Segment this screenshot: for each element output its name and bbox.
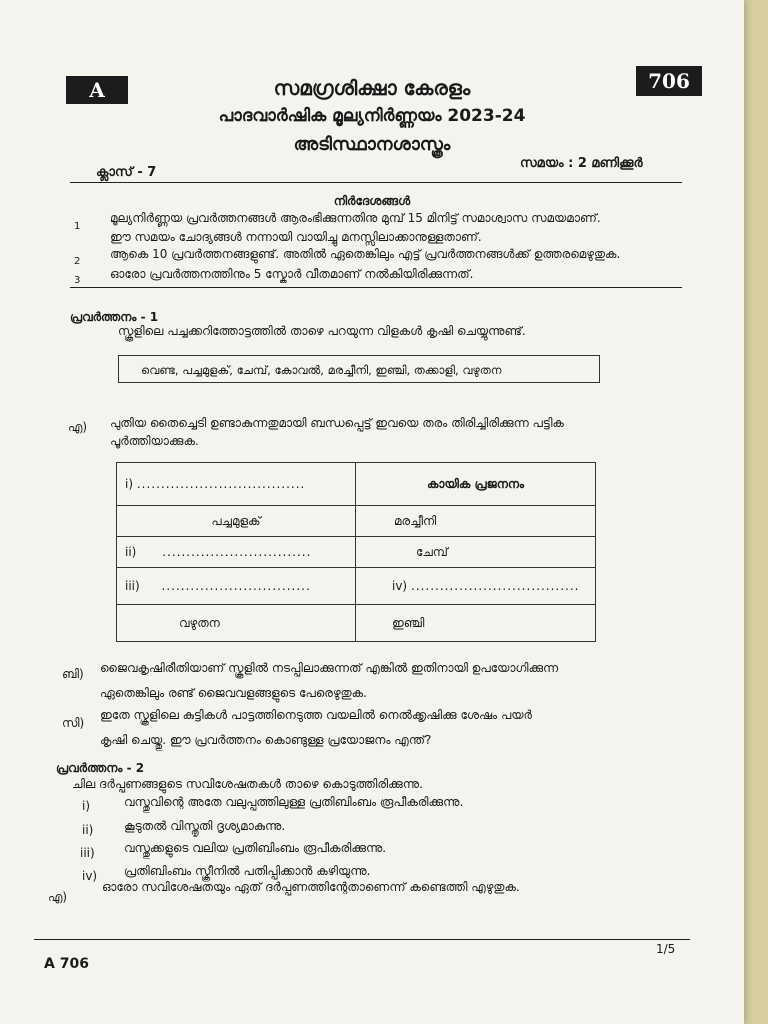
- set-label: A: [66, 76, 128, 104]
- table-cell: ചേമ്പ്: [356, 537, 596, 568]
- question-text: പുതിയ തൈച്ചെടി ഉണ്ടാകുന്നതുമായി ബന്ധപ്പെട്ട് ഇവയെ തരം തിരിച്ചിരിക്കുന്ന പട്ടിക: [110, 416, 564, 430]
- question-text: ഓരോ സവിശേഷതയും ഏത് ദർപ്പണത്തിന്റേതാണെന്ന് കണ്ടെത്തി എഴുതുക.: [102, 880, 520, 894]
- instruction-text: ആകെ 10 പ്രവർത്തനങ്ങളുണ്ട്. അതിൽ ഏതെങ്കിലും എട്ട് പ്രവർത്തനങ്ങൾക്ക് ഉത്തരമെഴുതുക.: [110, 247, 621, 261]
- question-text: ജൈവകൃഷിരീതിയാണ് സ്കൂളിൽ നടപ്പിലാക്കുന്നത് എങ്കിൽ ഇതിനായി ഉപയോഗിക്കുന്ന: [100, 661, 559, 675]
- time-label: സമയം : 2 മണിക്കൂർ: [520, 156, 643, 171]
- question-label: ബി): [62, 667, 84, 681]
- instruction-text: ഈ സമയം ചോദ്യങ്ങൾ നന്നായി വായിച്ചു മനസ്സിലാക്കാനുള്ളതാണ്.: [110, 230, 482, 244]
- instructions-heading: നിർദേശങ്ങൾ: [333, 194, 411, 208]
- header-divider: [70, 182, 682, 183]
- exam-title: പാദവാർഷിക മൂല്യനിർണ്ണയം 2023-24: [218, 106, 526, 126]
- table-cell: കായിക പ്രജനനം: [356, 463, 596, 506]
- feature-number: iii): [80, 846, 95, 860]
- feature-number: ii): [82, 823, 94, 837]
- table-cell: പച്ചമുളക്: [117, 506, 356, 537]
- table-cell[interactable]: iii) ...............................: [117, 568, 356, 605]
- question-text: ഏതെങ്കിലും രണ്ട് ജൈവവളങ്ങളുടെ പേരെഴുതുക.: [100, 686, 367, 700]
- activity-2-intro: ചില ദർപ്പണങ്ങളുടെ സവിശേഷതകൾ താഴെ കൊടുത്തിരിക്കുന്നു.: [72, 777, 423, 791]
- subject-title: അടിസ്ഥാനശാസ്ത്രം: [293, 134, 451, 155]
- page-number: 1/5: [656, 942, 676, 956]
- instruction-number: 1: [74, 221, 81, 232]
- question-label: എ): [68, 420, 88, 434]
- question-text: ഇതേ സ്കൂളിലെ കുട്ടികൾ പാട്ടത്തിനെടുത്ത വയലിൽ നെൽക്കൃഷിക്കു ശേഷം പയർ: [100, 708, 532, 722]
- instruction-number: 2: [74, 256, 81, 267]
- table-cell[interactable]: ii) ...............................: [117, 537, 356, 568]
- paper-code: 706: [636, 66, 702, 96]
- question-text: പൂർത്തിയാക്കുക.: [110, 434, 199, 448]
- question-text: കൃഷി ചെയ്തു. ഈ പ്രവർത്തനം കൊണ്ടുള്ള പ്രയോജനം എന്ത്?: [100, 733, 432, 747]
- table-cell[interactable]: i) ...................................: [117, 463, 356, 506]
- footer-divider: [34, 939, 690, 940]
- table-cell: ഇഞ്ചി: [356, 605, 596, 642]
- instruction-text: മൂല്യനിർണ്ണയ പ്രവർത്തനങ്ങൾ ആരംഭിക്കുന്നതിനു മുമ്പ് 15 മിനിട്ട് സമാശ്വാസ സമയമാണ്.: [110, 211, 601, 225]
- activity-2-heading: പ്രവർത്തനം - 2: [56, 761, 145, 775]
- feature-number: iv): [82, 869, 98, 883]
- table-cell: മരച്ചീനി: [356, 506, 596, 537]
- instruction-text: ഓരോ പ്രവർത്തനത്തിനും 5 സ്കോർ വീതമാണ് നൽകിയിരിക്കുന്നത്.: [110, 267, 474, 281]
- table-cell: വഴുതന: [117, 605, 356, 642]
- table-cell[interactable]: iv) ...................................: [356, 568, 596, 605]
- feature-text: വസ്തുക്കളുടെ വലിയ പ്രതിബിംബം രൂപീകരിക്കുന്നു.: [124, 841, 387, 855]
- classification-table: [116, 462, 596, 642]
- crop-list-box: വെണ്ട, പച്ചമുളക്, ചേമ്പ്, കോവൽ, മരച്ചീനി, ഇഞ്ചി, തക്കാളി, വഴുതന: [118, 355, 600, 383]
- instructions-divider: [70, 287, 682, 288]
- class-label: ക്ലാസ് - 7: [96, 165, 157, 180]
- activity-1-heading: പ്രവർത്തനം - 1: [70, 310, 159, 324]
- footer-paper-code: A 706: [44, 956, 89, 972]
- feature-number: i): [82, 799, 91, 813]
- question-label: എ): [48, 890, 68, 904]
- feature-text: വസ്തുവിന്റെ അതേ വലുപ്പത്തിലുള്ള പ്രതിബിംബം രൂപീകരിക്കുന്നു.: [124, 795, 464, 809]
- organization-title: സമഗ്രശിക്ഷാ കേരളം: [273, 76, 471, 100]
- activity-1-intro: സ്കൂളിലെ പച്ചക്കറിത്തോട്ടത്തിൽ താഴെ പറയുന്ന വിളകൾ കൃഷി ചെയ്യുന്നുണ്ട്.: [118, 324, 526, 338]
- instruction-number: 3: [74, 275, 81, 286]
- question-label: സി): [62, 716, 85, 730]
- feature-text: കൂടുതൽ വിസ്തൃതി ദൃശ്യമാകുന്നു.: [124, 819, 286, 833]
- feature-text: പ്രതിബിംബം സ്ക്രീനിൽ പതിപ്പിക്കാൻ കഴിയുന്നു.: [124, 864, 371, 878]
